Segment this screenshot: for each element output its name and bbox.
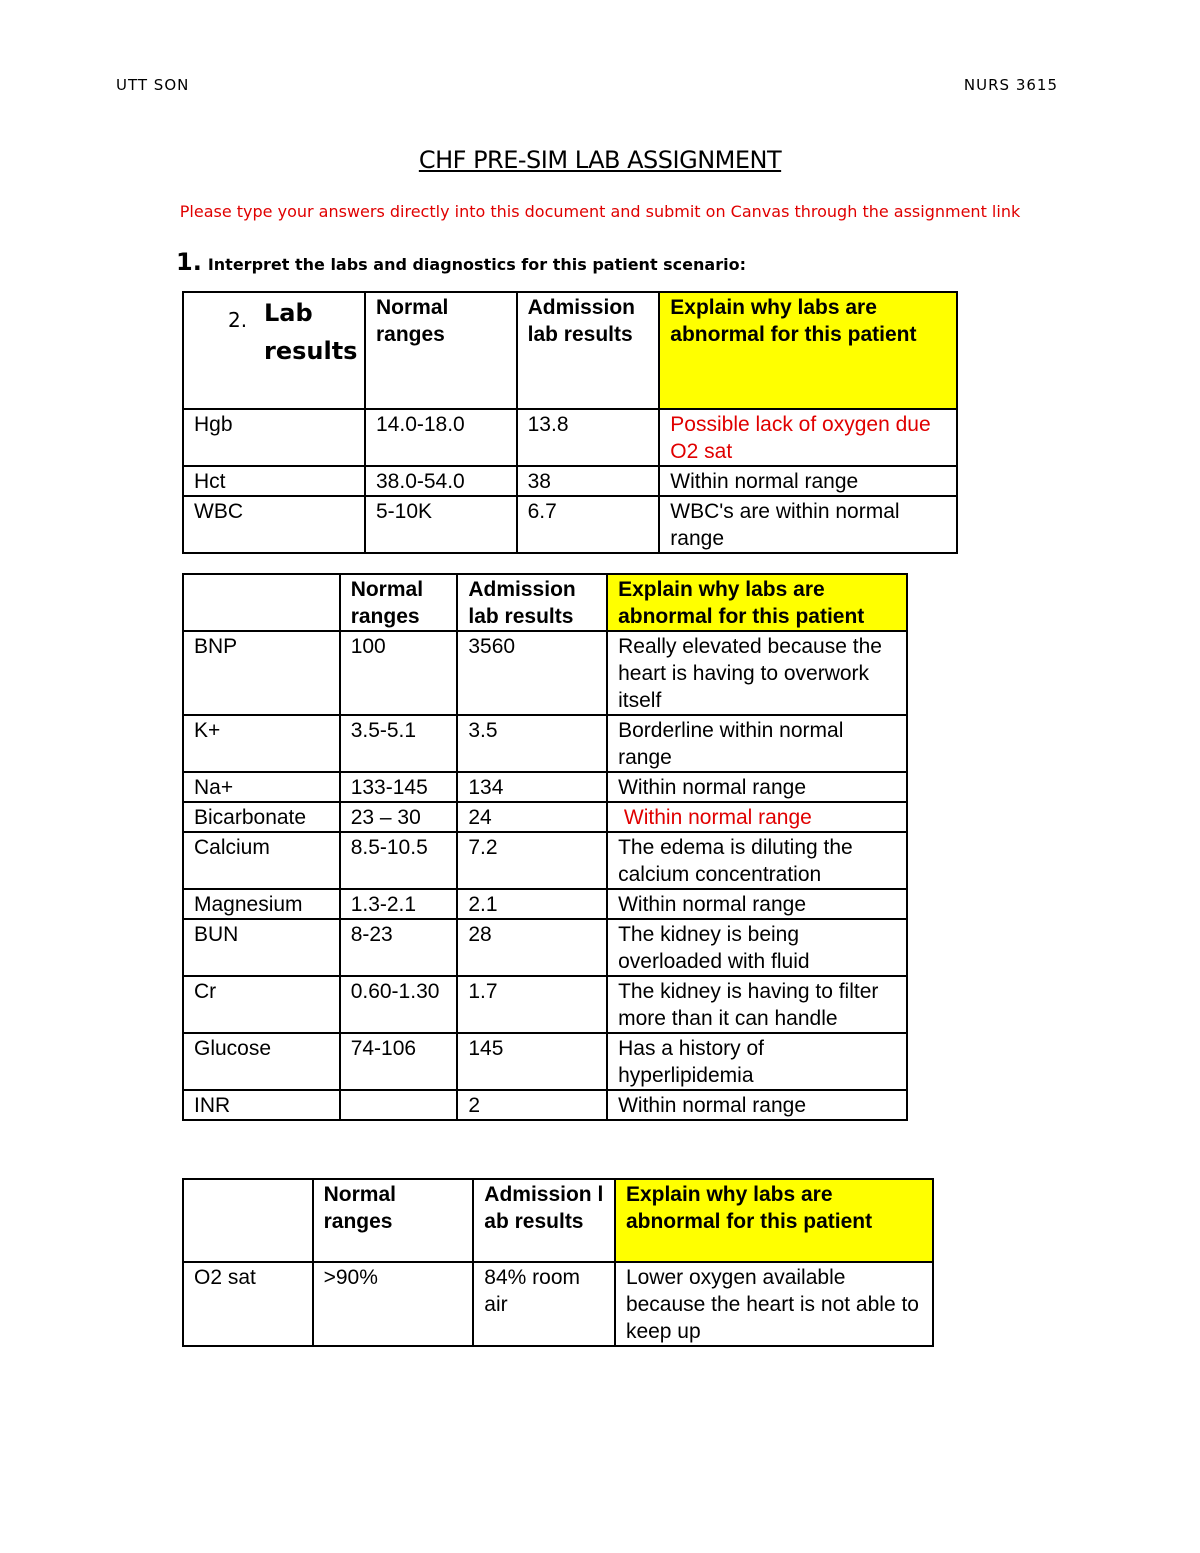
explanation[interactable]: Really elevated because the heart is having to overwork itself	[607, 631, 907, 715]
lab-results-header	[183, 292, 365, 409]
question-1-number: 1.	[176, 248, 202, 276]
normal-range: 1.3-2.1	[340, 889, 458, 919]
normal-range: 8-23	[340, 919, 458, 976]
normal-range: 3.5-5.1	[340, 715, 458, 772]
lab-header-empty	[183, 574, 340, 631]
lab-name: Magnesium	[183, 889, 340, 919]
normal-range: 133-145	[340, 772, 458, 802]
admission-result: 24	[457, 802, 607, 832]
admission-result: 3560	[457, 631, 607, 715]
table-row	[183, 832, 907, 889]
table-row	[183, 919, 907, 976]
admission-result: 38	[517, 466, 660, 496]
explanation[interactable]: The kidney is being overloaded with fluid	[607, 919, 907, 976]
table-row	[183, 466, 957, 496]
admission-result: 28	[457, 919, 607, 976]
lab-name: WBC	[183, 496, 365, 553]
lab-name: Na+	[183, 772, 340, 802]
table-row	[183, 889, 907, 919]
admission-result: 145	[457, 1033, 607, 1090]
table-row	[183, 1262, 933, 1346]
admission-result: 13.8	[517, 409, 660, 466]
admission-result: 6.7	[517, 496, 660, 553]
table-header-row	[183, 574, 907, 631]
normal-range: 5-10K	[365, 496, 517, 553]
explanation[interactable]: Within normal range	[607, 802, 907, 832]
lab-name: Hct	[183, 466, 365, 496]
explanation[interactable]: Within normal range	[607, 1090, 907, 1120]
item-2-number: 2.	[228, 308, 248, 332]
lab-table-cbc	[182, 291, 958, 554]
explanation[interactable]: The kidney is having to filter more than it can handle	[607, 976, 907, 1033]
lab-name: O2 sat	[183, 1262, 313, 1346]
lab-name: BNP	[183, 631, 340, 715]
explain-header: Explain why labs are abnormal for this patient	[659, 292, 957, 409]
lab-name: Glucose	[183, 1033, 340, 1090]
explanation[interactable]: Borderline within normal range	[607, 715, 907, 772]
table-row	[183, 631, 907, 715]
lab-results-label: Lab results	[264, 299, 358, 365]
normal-ranges-header: Normal ranges	[313, 1179, 474, 1262]
table-row	[183, 496, 957, 553]
lab-name: Bicarbonate	[183, 802, 340, 832]
normal-range: 74-106	[340, 1033, 458, 1090]
normal-range: 0.60-1.30	[340, 976, 458, 1033]
admission-result: 1.7	[457, 976, 607, 1033]
table-row	[183, 976, 907, 1033]
lab-header-empty	[183, 1179, 313, 1262]
table-header-row	[183, 1179, 933, 1262]
lab-name: Cr	[183, 976, 340, 1033]
normal-ranges-header: Normal ranges	[365, 292, 517, 409]
admission-result: 2	[457, 1090, 607, 1120]
table-row	[183, 409, 957, 466]
normal-range: >90%	[313, 1262, 474, 1346]
table-row	[183, 1033, 907, 1090]
admission-results-header: Admission lab results	[517, 292, 660, 409]
explain-header: Explain why labs are abnormal for this patient	[615, 1179, 933, 1262]
table-row	[183, 1090, 907, 1120]
table-row	[183, 772, 907, 802]
table-row	[183, 802, 907, 832]
admission-result: 84% room air	[473, 1262, 615, 1346]
admission-result: 3.5	[457, 715, 607, 772]
lab-table-chemistry	[182, 573, 908, 1121]
explanation[interactable]: Lower oxygen available because the heart is not able to keep up	[615, 1262, 933, 1346]
explanation[interactable]: Within normal range	[607, 772, 907, 802]
page-title: CHF PRE-SIM LAB ASSIGNMENT	[418, 146, 782, 174]
admission-result: 2.1	[457, 889, 607, 919]
question-1	[176, 248, 746, 276]
explain-header: Explain why labs are abnormal for this patient	[607, 574, 907, 631]
lab-name: Hgb	[183, 409, 365, 466]
explanation[interactable]: WBC's are within normal range	[659, 496, 957, 553]
lab-name: BUN	[183, 919, 340, 976]
lab-name: K+	[183, 715, 340, 772]
header-left: UTT SON	[116, 76, 190, 94]
admission-results-header: Admission lab results	[457, 574, 607, 631]
explanation[interactable]: Possible lack of oxygen due O2 sat	[659, 409, 957, 466]
instruction-text: Please type your answers directly into this document and submit on Canvas through the assignment link	[179, 202, 1021, 221]
normal-ranges-header: Normal ranges	[340, 574, 458, 631]
explanation[interactable]: The edema is diluting the calcium concentration	[607, 832, 907, 889]
admission-result: 7.2	[457, 832, 607, 889]
lab-table-oxygen	[182, 1178, 934, 1347]
header-right: NURS 3615	[963, 76, 1058, 94]
normal-range: 8.5-10.5	[340, 832, 458, 889]
question-1-text: Interpret the labs and diagnostics for this patient scenario:	[207, 255, 746, 274]
explanation[interactable]: Within normal range	[659, 466, 957, 496]
admission-results-header: Admission lab results	[473, 1179, 615, 1262]
normal-range: 14.0-18.0	[365, 409, 517, 466]
explanation[interactable]: Has a history of hyperlipidemia	[607, 1033, 907, 1090]
normal-range	[340, 1090, 458, 1120]
lab-name: INR	[183, 1090, 340, 1120]
admission-result: 134	[457, 772, 607, 802]
normal-range: 100	[340, 631, 458, 715]
lab-name: Calcium	[183, 832, 340, 889]
explanation[interactable]: Within normal range	[607, 889, 907, 919]
normal-range: 38.0-54.0	[365, 466, 517, 496]
normal-range: 23 – 30	[340, 802, 458, 832]
table-row	[183, 715, 907, 772]
